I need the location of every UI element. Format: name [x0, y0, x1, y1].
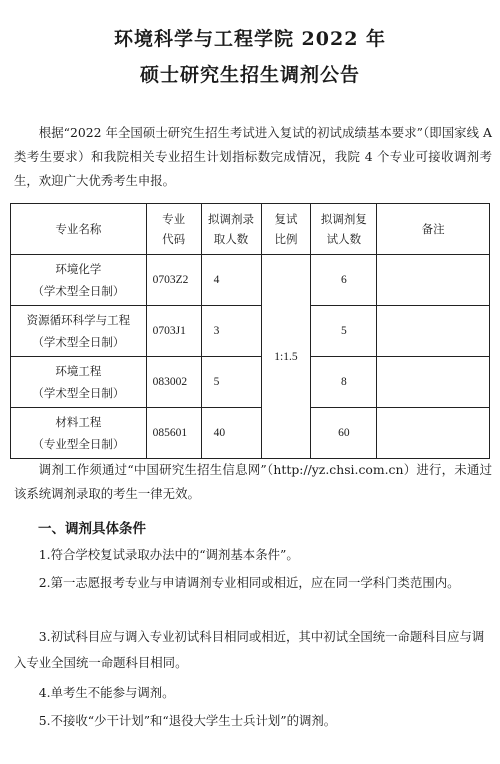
major-type: （专业型全日制）: [32, 437, 125, 451]
header-code: [146, 204, 201, 255]
header-retest-line1: 拟调剂复: [320, 212, 367, 226]
major-code: 0703J1: [146, 306, 201, 357]
system-note-paragraph: 调剂工作须通过“中国研究生招生信息网”（http://yz.chsi.com.cn）进行，未通过该系统调剂录取的考生一律无效。: [14, 462, 492, 501]
header-plan: [201, 204, 261, 255]
header-code-line2: 代码: [162, 232, 186, 246]
plan-count: 4: [201, 255, 261, 306]
header-ratio: [261, 204, 311, 255]
condition-item-4: 4.单考生不能参与调剂。: [38, 685, 175, 700]
table-row: [11, 306, 490, 357]
intro-paragraph: 根据“2022 年全国硕士研究生招生考试进入复试的初试成绩基本要求”（即国家线 A 类考生要求）和我院相关专业招生计划指标数完成情况，我院 4 个专业可接收调剂考生，欢迎广大优秀考生申报。: [14, 125, 492, 188]
page-title-line1: 环境科学与工程学院 2022 年: [113, 28, 387, 50]
major-name: 材料工程: [55, 415, 102, 429]
plan-count: 5: [201, 357, 261, 408]
major-type: （学术型全日制）: [32, 386, 125, 400]
retest-ratio: 1:1.5: [261, 255, 311, 459]
major-name: 资源循环科学与工程: [26, 313, 131, 327]
major-code: 0703Z2: [146, 255, 201, 306]
major-name: 环境化学: [55, 262, 102, 276]
retest-count: 8: [311, 357, 377, 408]
retest-count: 5: [311, 306, 377, 357]
table-header-row: [11, 204, 490, 255]
remark-cell: [377, 306, 490, 357]
table-row: [11, 408, 490, 459]
remark-cell: [377, 357, 490, 408]
major-name: 环境工程: [55, 364, 102, 378]
major-cell: [11, 357, 147, 408]
condition-item-5: 5.不接收“少干计划”和“退役大学生士兵计划”的调剂。: [38, 713, 337, 728]
section-heading: 一、调剂具体条件: [38, 521, 146, 537]
table-row: [11, 255, 490, 306]
major-cell: [11, 306, 147, 357]
header-remark: 备注: [377, 204, 490, 255]
admission-table: [10, 203, 490, 459]
header-major: 专业名称: [11, 204, 147, 255]
remark-cell: [377, 408, 490, 459]
header-plan-line2: 取人数: [213, 232, 249, 246]
retest-count: 60: [311, 408, 377, 459]
remark-cell: [377, 255, 490, 306]
major-code: 083002: [146, 357, 201, 408]
header-ratio-line2: 比例: [274, 232, 298, 246]
header-ratio-line1: 复试: [274, 212, 298, 226]
major-type: （学术型全日制）: [32, 335, 125, 349]
header-retest: [311, 204, 377, 255]
condition-item-3: 3.初试科目应与调入专业初试科目相同或相近，其中初试全国统一命题科目应与调入专业全国统一命题科目相同。: [14, 629, 485, 670]
page-title-line2: 硕士研究生招生调剂公告: [139, 64, 360, 86]
table-row: [11, 357, 490, 408]
retest-count: 6: [311, 255, 377, 306]
header-plan-line1: 拟调剂录: [208, 212, 255, 226]
major-cell: [11, 255, 147, 306]
major-code: 085601: [146, 408, 201, 459]
plan-count: 3: [201, 306, 261, 357]
plan-count: 40: [201, 408, 261, 459]
major-cell: [11, 408, 147, 459]
header-retest-line2: 试人数: [326, 232, 362, 246]
condition-item-2: 2.第一志愿报考专业与申请调剂专业相同或相近，应在同一学科门类范围内。: [38, 575, 460, 590]
major-type: （学术型全日制）: [32, 284, 125, 298]
header-code-line1: 专业: [162, 212, 186, 226]
condition-item-1: 1.符合学校复试录取办法中的“调剂基本条件”。: [38, 547, 299, 562]
